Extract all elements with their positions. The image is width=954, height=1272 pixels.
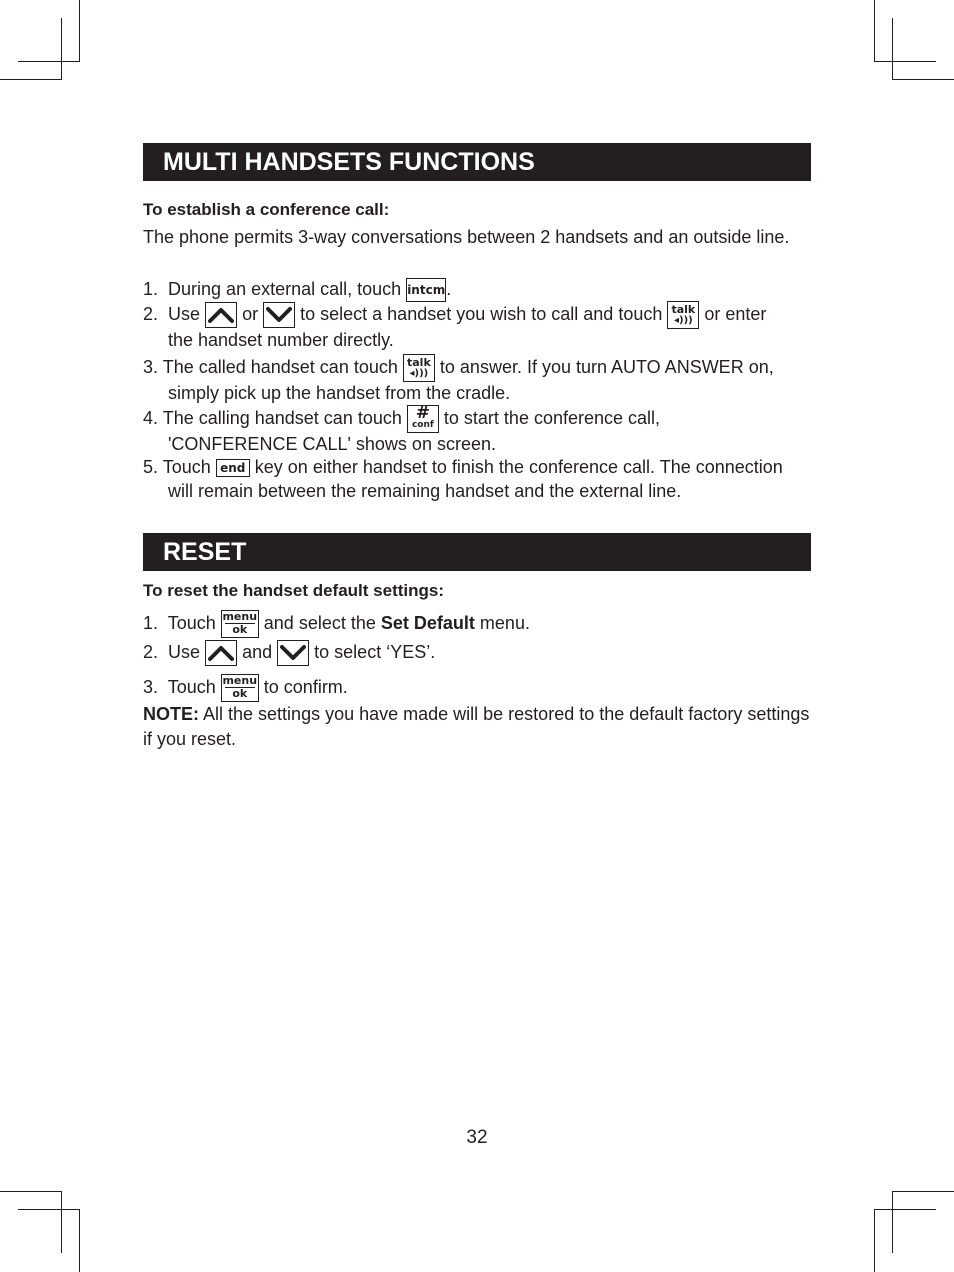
section-title: MULTI HANDSETS FUNCTIONS <box>163 148 535 176</box>
speaker-icon: ◂))) <box>674 315 693 326</box>
list-item: 5. Touch end key on either handset to finish the conference call. The connection will remain between the remaining handset and the external line. <box>143 457 783 501</box>
list-item: 3. The called handset can touch talk ◂))) to answer. If you turn AUTO ANSWER on, simply pick up the handset from the cradle. <box>143 356 774 403</box>
subheading-conference: To establish a conference call: <box>143 200 390 219</box>
list-item: 1. During an external call, touch intcm. <box>143 278 811 302</box>
up-arrow-icon <box>205 640 237 666</box>
talk-key-icon: talk ◂))) <box>403 354 435 382</box>
intro-paragraph: The phone permits 3-way conversations between 2 handsets and an outside line. <box>143 227 790 247</box>
crop-mark <box>892 1191 954 1192</box>
crop-mark <box>874 0 875 62</box>
crop-mark <box>61 1191 62 1253</box>
crop-mark <box>874 1209 936 1210</box>
up-arrow-icon <box>205 302 237 328</box>
menu-ok-key-icon: menu ok <box>222 674 258 700</box>
conf-key-icon: # conf <box>407 405 439 433</box>
section-header-reset <box>143 533 811 571</box>
crop-mark <box>0 1191 62 1192</box>
intcm-key-icon: intcm <box>406 278 446 302</box>
crop-mark <box>892 1191 893 1253</box>
crop-mark <box>874 1210 875 1272</box>
menu-ok-key-icon: menu ok <box>222 610 258 636</box>
list-item: 4. The calling handset can touch # conf to start the conference call, 'CONFERENCE CALL' shows on screen. <box>143 403 661 454</box>
crop-mark <box>79 1210 80 1272</box>
note-paragraph: NOTE: All the settings you have made will be restored to the default factory settings if you reset. <box>143 704 810 749</box>
end-key-icon: end <box>216 459 250 477</box>
crop-mark <box>79 0 80 62</box>
speaker-icon: ◂))) <box>409 368 429 379</box>
list-item: 1. Touch menu ok and select the Set Default menu. <box>143 610 530 636</box>
page-number: 32 <box>466 1127 488 1148</box>
down-arrow-icon <box>277 640 309 666</box>
crop-mark <box>0 79 62 80</box>
section-title: RESET <box>163 538 247 566</box>
crop-mark <box>18 1209 80 1210</box>
list-item: 2. Use or to select a handset you wish to call and touch talk ◂))) or enter the handset number directly. <box>143 303 767 350</box>
crop-mark <box>892 79 954 80</box>
crop-mark <box>874 61 936 62</box>
talk-key-icon: talk ◂))) <box>667 301 699 329</box>
crop-mark <box>892 18 893 80</box>
subheading-reset: To reset the handset default settings: <box>143 581 445 600</box>
list-item: 3. Touch menu ok to confirm. <box>143 674 348 700</box>
crop-mark <box>61 18 62 80</box>
down-arrow-icon <box>263 302 295 328</box>
list-item: 2. Use and to select ‘YES’. <box>143 640 811 666</box>
section-header-multi-handsets <box>143 143 811 181</box>
crop-mark <box>18 61 80 62</box>
